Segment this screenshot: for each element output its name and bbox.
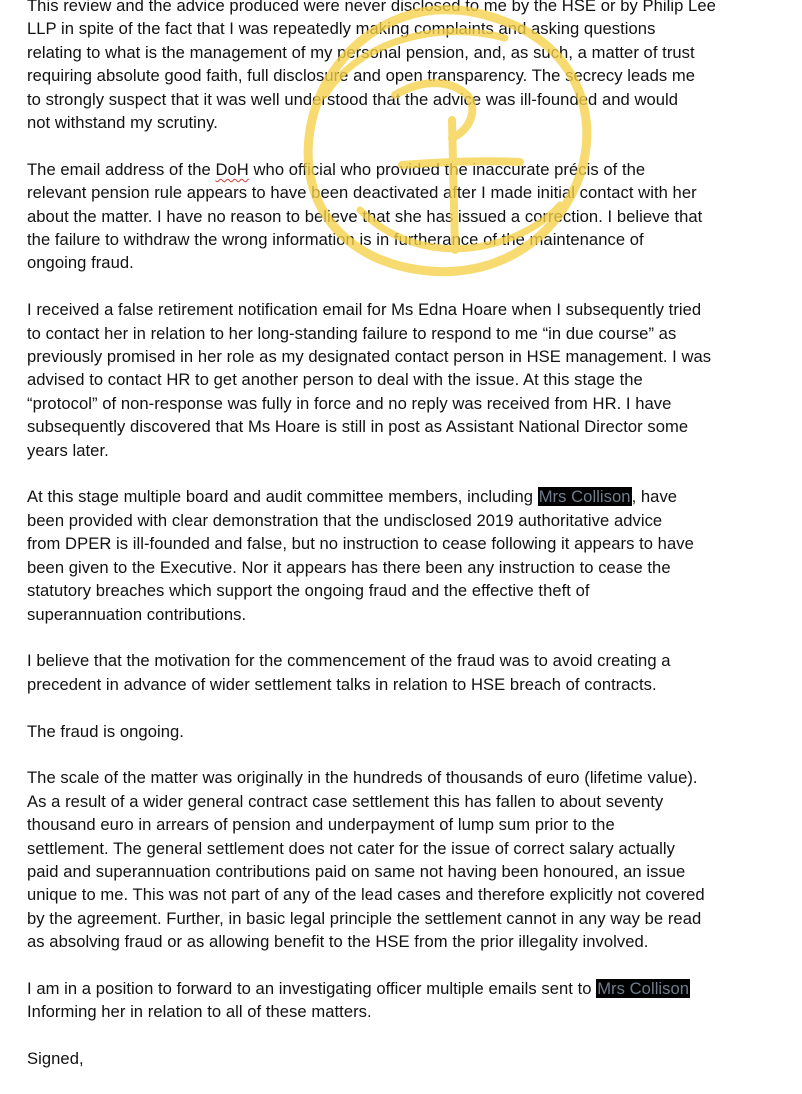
text-line: As a result of a wider general contract case settlement this has fallen to about seventy (27, 791, 664, 811)
text-line: advised to contact HR to get another person to deal with the issue. At this stage the (27, 370, 643, 390)
text-line: unique to me. This was not part of any of the lead cases and therefore explicitly not covered (27, 885, 705, 905)
text-line: The scale of the matter was originally in the hundreds of thousands of euro (lifetime value). (27, 768, 698, 788)
text-line: thousand euro in arrears of pension and underpayment of lump sum prior to the (27, 815, 615, 835)
paragraph-doh-official (27, 158, 777, 275)
text-line (27, 485, 777, 508)
text-line: settlement. The general settlement does not cater for the issue of correct salary actually (27, 838, 675, 858)
text-line: relevant pension rule appears to have been deactivated after I made initial contact with her (27, 183, 697, 203)
text-fragment: who official who provided the inaccurate précis of the (248, 159, 646, 179)
text-line: LLP in spite of the fact that I was repeatedly making complaints and asking questions (27, 19, 656, 39)
text-line: subsequently discovered that Ms Hoare is still in post as Assistant National Director some (27, 417, 689, 437)
paragraph-board-members (27, 485, 777, 625)
text-line: superannuation contributions. (27, 604, 247, 624)
text-line: to contact her in relation to her long-standing failure to respond to me “in due course” as (27, 323, 677, 343)
signed-label: Signed, (27, 1049, 84, 1069)
text-fragment: The email address of the (27, 159, 216, 179)
paragraph-forward-emails (27, 977, 777, 1024)
text-line: I received a false retirement notification email for Ms Edna Hoare when I subsequently tried (27, 300, 702, 320)
text-line: by the agreement. Further, in basic legal principle the settlement cannot in any way be read (27, 908, 702, 928)
paragraph-motivation (27, 649, 777, 696)
paragraph-review-secrecy (27, 0, 777, 134)
paragraph-fraud-ongoing (27, 720, 777, 743)
paragraph-signature (27, 1047, 777, 1070)
text-line (27, 977, 777, 1000)
text-line: previously promised in her role as my designated contact person in HSE management. I was (27, 347, 712, 367)
text-line: “protocol” of non-response was fully in force and no reply was received from HR. I have (27, 393, 672, 413)
text-line: I believe that the motivation for the commencement of the fraud was to avoid creating a (27, 651, 671, 671)
text-line: paid and superannuation contributions paid on same not having been honoured, an issue (27, 861, 686, 881)
text-line: relating to what is the management of my personal pension, and, as such, a matter of trust (27, 42, 695, 62)
text-line: as absolving fraud or as allowing benefit to the HSE from the prior illegality involved. (27, 932, 649, 952)
text-line: years later. (27, 440, 109, 460)
paragraph-retirement-notification (27, 298, 777, 462)
text-line: Informing her in relation to all of these matters. (27, 1002, 372, 1022)
text-line: been provided with clear demonstration that the undisclosed 2019 authoritative advice (27, 510, 663, 530)
text-line: This review and the advice produced were never disclosed to me by the HSE or by Philip Lee (27, 0, 716, 15)
text-fragment: , have (631, 487, 678, 507)
redacted-name: Mrs Collison (538, 487, 631, 507)
spellcheck-flagged-word: DoH (215, 159, 249, 179)
paragraph-scale (27, 766, 777, 953)
text-line: ongoing fraud. (27, 253, 134, 273)
text-line: statutory breaches which support the ongoing fraud and the effective theft of (27, 581, 590, 601)
text-line: from DPER is ill-founded and false, but no instruction to cease following it appears to have (27, 534, 694, 554)
text-line: about the matter. I have no reason to believe that she has issued a correction. I believe that (27, 206, 703, 226)
text-line: The fraud is ongoing. (27, 721, 184, 741)
text-line: requiring absolute good faith, full disclosure and open transparency. The secrecy leads me (27, 66, 696, 86)
text-line: not withstand my scrutiny. (27, 113, 218, 133)
document-body (27, 0, 777, 1094)
text-line: been given to the Executive. Nor it appears has there been any instruction to cease the (27, 557, 671, 577)
text-line (27, 158, 777, 181)
redacted-name: Mrs Collison (597, 978, 690, 998)
text-line: precedent in advance of wider settlement talks in relation to HSE breach of contracts. (27, 674, 657, 694)
text-fragment: I am in a position to forward to an investigating officer multiple emails sent to (27, 978, 597, 998)
text-line: the failure to withdraw the wrong information is in furtherance of the maintenance of (27, 230, 644, 250)
text-fragment: At this stage multiple board and audit committee members, including (27, 487, 538, 507)
text-line: to strongly suspect that it was well understood that the advice was ill-founded and would (27, 89, 679, 109)
